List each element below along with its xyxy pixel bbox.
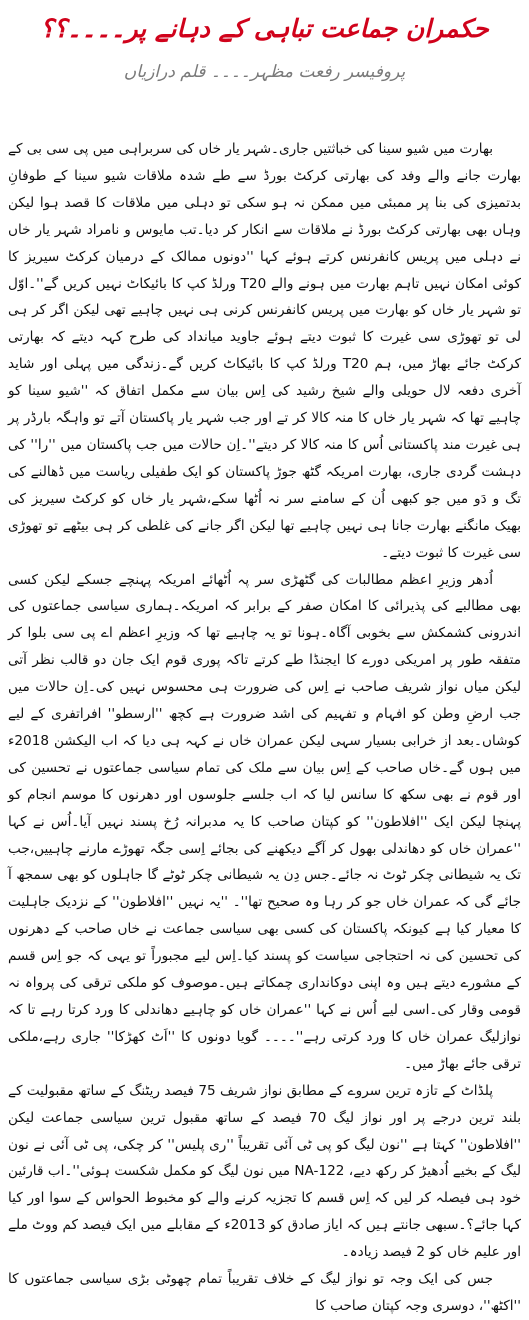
article-paragraph: جس کی ایک وجہ تو نواز لیگ کے خلاف تقریباً تمام چھوٹی بڑی سیاسی جماعتوں کا ''اکٹھ''، دوسری وجہ کپتان صاحب کا: [8, 1271, 521, 1314]
article-paragraph: بھارت میں شیو سینا کی خباثتیں جاری۔شہر یار خاں کی سربراہی میں پی سی بی کے بھارت جانے والے وفد کی بھارتی کرکٹ بورڈ سے طے شدہ ملاقات شیو سینا کے طوفانِ بدتمیزی کی بنا پر ممبئی میں ممکن نہ ہو سکی تو دہلی میں ملاقات کا قصد ہوا لیکن وہاں بھی بھارتی کرکٹ بورڈ نے ملاقات سے انکار کر دیا۔تب مایوس و نامراد شہر یار خاں نے دہلی میں پریس کانفرنس کرتے ہوئے کہا ''دونوں ممالک کے درمیان کرکٹ سیریز کا کوئی امکان نہیں تاہم بھارت میں ہونے والے T20 ورلڈ کپ کا بائیکاٹ نہیں کریں گے''۔اوّل تو شہر یار خاں کو بھارت میں پریس کانفرنس کرنی ہی نہیں چاہیے تھی لیکن اگر کر ہی لی تو تھوڑی سی غیرت کا ثبوت دیتے ہوئے جاوید میانداد کی طرح کہہ دیتے کہ بھارتی کرکٹ جائے بھاڑ میں، ہم T20 ورلڈ کپ کا بائیکاٹ کریں گے۔زندگی میں پہلی اور شاید آخری دفعہ لال حویلی والے شیخ رشید کی اِس بیان سے مکمل اتفاق کہ ''شیو سینا کو چاہیے تھا کہ شہر یار خاں کا منہ کالا کر تے اور جب شہر یار پاکستان آتے تو واہگہ بارڈر پر ہی غیرت مند پاکستانی اُس کا منہ کالا کر دیتے''۔اِن حالات میں جب پاکستان میں ''را'' کی دہشت گردی جاری، بھارت امریکہ گٹھ جوڑ پاکستان کو ایک طفیلی ریاست میں ڈھالنے کی تگ و دَو میں جو کبھی اُن کے سامنے سر نہ اُٹھا سکے،شہر یار خاں کو کرکٹ سیریز کی بھیک مانگنے بھارت جانا ہی نہیں چاہیے تھا لیکن اگر جانے کی غلطی کر ہی بیٹھے تو تھوڑی سی غیرت کا ثبوت دیتے۔: [8, 141, 521, 561]
article-headline: حکمران جماعت تباہی کے دہانے پر۔۔۔۔؟؟: [40, 14, 489, 43]
article-paragraph: اُدھر وزیرِ اعظم مطالبات کی گٹھڑی سر پہ اُٹھائے امریکہ پہنچے جسکے لیکن کسی بھی مطالبے کی پذیرائی کا امکان صفر کے برابر کہ امریکہ۔ہماری سیاسی جماعتوں کی اندرونی کشمکش سے بخوبی آگاہ۔ہونا تو یہ چاہیے تھا کہ وزیرِ اعظم اے پی سی بلوا کر متفقہ طور پر امریکی دورے کا ایجنڈا طے کرتے تاکہ پوری قوم ایک جان دو قالب نظر آتی لیکن میاں نواز شریف صاحب نے اِس کی ضرورت ہی محسوس نہیں کی۔اِن حالات میں جب ارضِ وطن کو افہام و تفہیم کی اشد ضرورت ہے کچھ ''ارسطو'' افراتفری کے لیے کوشاں۔بعد از خرابی بسیار سہی لیکن عمران خاں نے کہہ ہی دیا کہ اب الیکشن 2018ء میں ہوں گے۔خاں صاحب کے اِس بیان سے ملک کی تمام سیاسی جماعتوں نے تحسین کی اور قوم نے بھی سکھ کا سانس لیا کہ اب جلسے جلوسوں اور دھرنوں کا موسم انجام کو پہنچا لیکن ایک ''افلاطون'' کو کپتان صاحب کا یہ مدبرانہ رُخ پسند نہیں آیا۔اُس نے کہا ''عمران خاں کو دھاندلی بھول کر آگے دیکھنے کی بجائے اِسی جگہ تھوڑے مارنے چاہییں،جب تک یہ شیطانی چکر ٹوٹ نہ جائے۔جس دِن یہ شیطانی چکر ٹوٹے گا جاہلوں کو بھی سمجھ آ جائے گی کہ عمران خاں جو کر رہا وہ صحیح تھا''۔ ''یہ نہیں ''افلاطون'' کے نزدیک جاہلیت کا معیار کیا ہے کیونکہ پاکستان کی کسی بھی سیاسی جماعت نے خاں صاحب کے دھرنوں کی تحسین کی نہ احتجاجی سیاست کو پسند کیا۔اِس لیے مجبوراً تو یہی کہ جو اِس قسم کے مشورے دیتے ہیں وہ اپنی دوکانداری چمکاتے ہیں۔موصوف کو ملکی ترقی کی پرواہ نہ قومی وقار کی۔اسی لیے اُس نے کہا ''عمران خاں کو چاہیے دھاندلی کا ورد کرتا رہے تا کہ نوازلیگ عمران خاں کا ورد کرتی رہے''۔۔۔۔ گویا دونوں کا ''اَٹ کھڑکا'' جاری رہے،ملکی ترقی جائے بھاڑ میں۔: [8, 571, 521, 1072]
article-paragraph: پلڈاٹ کے تازہ ترین سروے کے مطابق نواز شریف 75 فیصد ریٹنگ کے ساتھ مقبولیت کے بلند ترین درجے پر اور نواز لیگ 70 فیصد کے ساتھ مقبول ترین سیاسی جماعت لیکن ''افلاطون'' کہتا ہے ''نون لیگ کو پی ٹی آئی تقریباً ''ری پلیس'' کر چکی، پی ٹی آئی نے نون لیگ کے بخیے اُدھیڑ کر رکھ دیے، NA-122 میں نون لیگ کو مکمل شکست ہوئی''۔اب قارئین خود ہی فیصلہ کر لیں کہ اِس قسم کا تجزیہ کرنے والے کو مخبوط الحواس کے سوا اور کیا کہا جائے؟۔سبھی جانتے ہیں کہ ایاز صادق کو 2013ء کے مقابلے میں ایک فیصد کم ووٹ ملے اور علیم خاں کو 2 فیصد زیادہ۔: [8, 1082, 521, 1261]
article-body: [6, 136, 523, 1320]
article-byline: پروفیسر رفعت مظہر۔۔۔۔ قلم درازیاں: [123, 62, 406, 82]
